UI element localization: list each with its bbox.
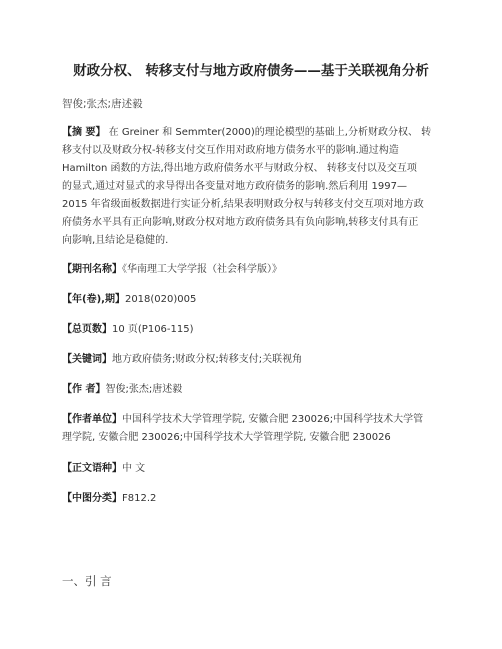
keywords-field xyxy=(62,351,438,369)
pages-value: 10 页(P106-115) xyxy=(112,324,194,335)
author-line: 智俊;张杰;唐述毅 xyxy=(62,98,143,110)
abstract-line: 【摘 要】 在 Greiner 和 Semmter(2000)的理论模型的基础上,分析财政分权、 转 xyxy=(62,127,432,138)
abstract-label: 【摘 要】 xyxy=(62,127,106,138)
journal-name-field xyxy=(62,261,438,279)
abstract-line: 府债务水平具有正向影响,财政分权对地方政府债务具有负向影响,转移支付具有正 xyxy=(62,217,419,228)
language-field xyxy=(62,460,438,478)
journal-value: 《华南理工大学学报（社会科学版）》 xyxy=(122,264,282,275)
affiliation-field xyxy=(62,411,438,447)
abstract-line: Hamilton 函数的方法,得出地方政府债务水平与财政分权、 转移支付以及交互项 xyxy=(62,163,417,174)
classification-label: 【中图分类】 xyxy=(62,493,122,504)
year-label: 【年(卷),期】 xyxy=(62,294,125,305)
author-value: 智俊;张杰;唐述毅 xyxy=(105,384,183,395)
pages-label: 【总页数】 xyxy=(62,324,112,335)
keywords-value: 地方政府债务;财政分权;转移支付;关联视角 xyxy=(112,354,303,365)
abstract-line: 移支付以及财政分权-转移支付交互作用对政府地方债务水平的影响.通过构造 xyxy=(62,145,399,156)
language-value: 中 文 xyxy=(122,463,146,474)
abstract-line: 向影响,且结论是稳健的. xyxy=(62,235,169,246)
author-field xyxy=(62,381,438,399)
classification-field xyxy=(62,490,438,508)
year-volume-field xyxy=(62,291,438,309)
keywords-label: 【关键词】 xyxy=(62,354,112,365)
journal-label: 【期刊名称】 xyxy=(62,264,122,275)
abstract-block xyxy=(62,124,438,250)
page-count-field xyxy=(62,321,438,339)
abstract-line: 2015 年省级面板数据进行实证分析,结果表明财政分权与转移支付交互项对地方政 xyxy=(62,199,424,210)
section-heading-introduction: 一、引 言 xyxy=(62,574,112,588)
author-label: 【作 者】 xyxy=(62,384,106,395)
year-value: 2018(020)005 xyxy=(124,294,197,305)
affiliation-line: 理学院, 安徽合肥 230026;中国科学技术大学管理学院, 安徽合肥 230026 xyxy=(62,432,391,443)
abstract-line: 的显式,通过对显式的求导得出各变量对地方政府债务的影响.然后利用 1997— xyxy=(62,181,407,192)
language-label: 【正文语种】 xyxy=(62,463,122,474)
classification-value: F812.2 xyxy=(122,493,157,504)
affiliation-line: 中国科学技术大学管理学院, 安徽合肥 230026;中国科学技术大学管 xyxy=(122,414,424,425)
paper-title: 财政分权、 转移支付与地方政府债务——基于关联视角分析 xyxy=(73,63,429,79)
affiliation-label: 【作者单位】 xyxy=(62,414,122,425)
